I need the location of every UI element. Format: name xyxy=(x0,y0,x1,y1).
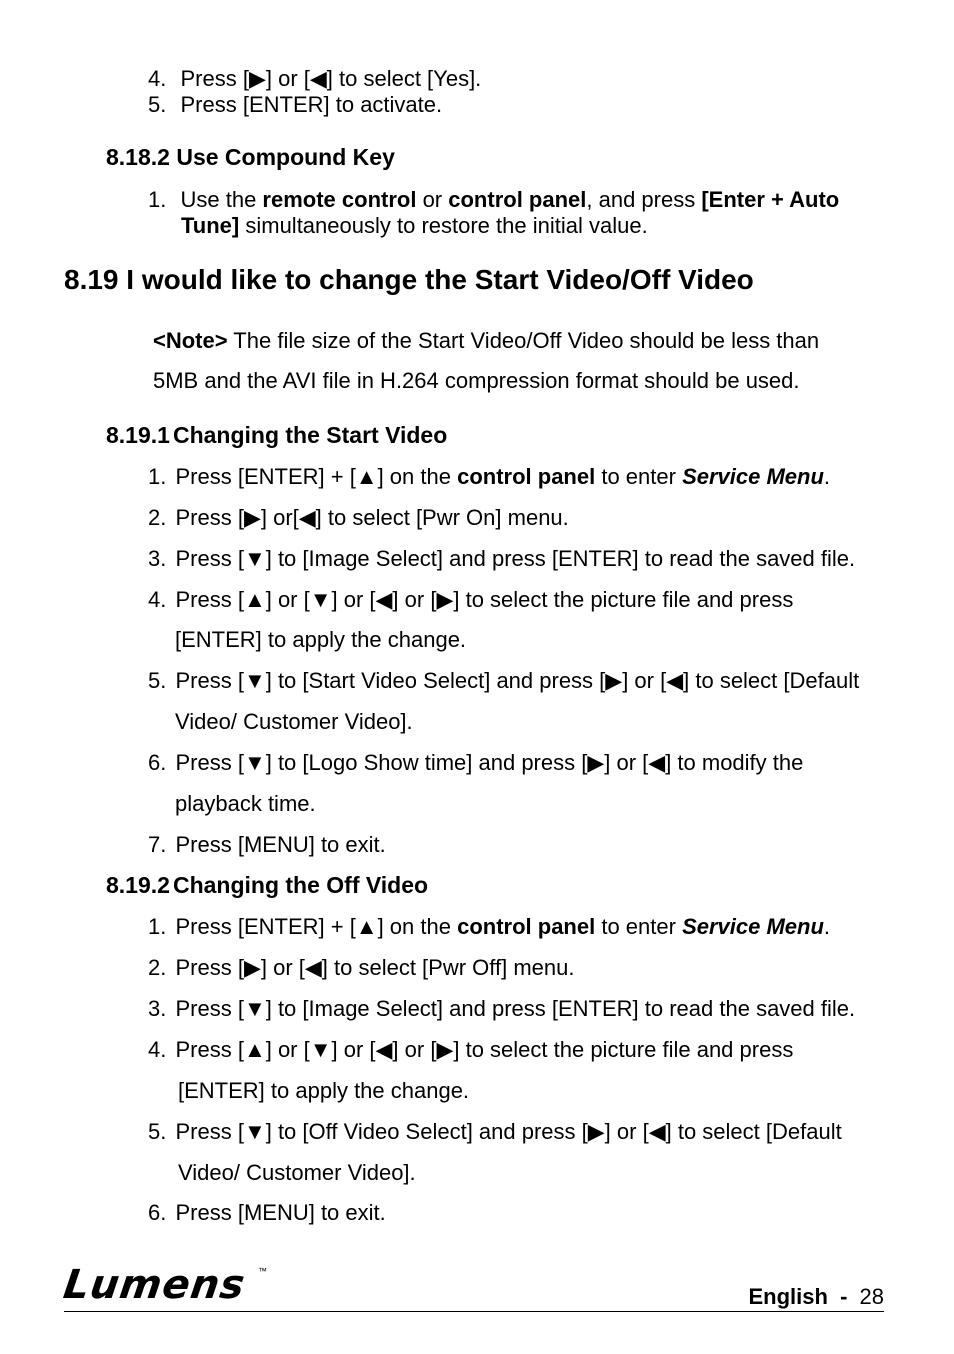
heading-text: Changing the Off Video xyxy=(172,872,429,898)
text: simultaneously to restore the initial value. xyxy=(239,213,648,238)
list-item xyxy=(148,505,569,531)
list-item xyxy=(148,587,793,613)
step-text: Press [▶] or[◀] to select [Pwr On] menu. xyxy=(175,505,569,530)
footer-language: English xyxy=(748,1284,828,1309)
list-item xyxy=(148,92,442,118)
text: , and press xyxy=(586,187,702,212)
step-number: 1. xyxy=(148,914,167,939)
lumens-logo: Lumens xyxy=(60,1262,249,1308)
text: Use the xyxy=(180,187,263,212)
heading-text: Changing the Start Video xyxy=(172,422,448,448)
list-item xyxy=(148,750,803,776)
list-item xyxy=(148,1037,793,1063)
list-item xyxy=(148,955,574,981)
step-text: Press [▼] to [Logo Show time] and press [▶] or [◀] to modify the xyxy=(175,750,804,775)
step-number: 4. xyxy=(148,1037,167,1062)
footer-separator: - xyxy=(840,1284,848,1309)
note-text: The file size of the Start Video/Off Video should be less than xyxy=(227,328,820,353)
section-heading-8-19-1 xyxy=(106,422,447,449)
list-item xyxy=(148,668,859,694)
step-number: 2. xyxy=(148,955,167,980)
step-text: Press [▼] to [Off Video Select] and press [▶] or [◀] to select [Default xyxy=(175,1119,842,1144)
text: . xyxy=(823,914,831,939)
step-number: 1. xyxy=(148,464,167,489)
step-number: 3. xyxy=(148,996,167,1021)
text: . xyxy=(823,464,831,489)
emphasis: control panel xyxy=(448,187,587,212)
list-item-continuation: [ENTER] to apply the change. xyxy=(178,1078,470,1103)
note-label: <Note> xyxy=(153,328,228,353)
text: Press [ENTER] + [▲] on the xyxy=(175,464,458,489)
page-footer-label xyxy=(748,1284,884,1310)
list-item xyxy=(148,546,855,572)
step-number: 1. xyxy=(148,187,167,212)
step-text: Press [ENTER] to activate. xyxy=(180,92,443,117)
step-number: 5. xyxy=(148,1119,167,1144)
step-text: Press [▼] to [Image Select] and press [ENTER] to read the saved file. xyxy=(175,996,856,1021)
list-item xyxy=(148,187,839,213)
text: to enter xyxy=(595,914,683,939)
list-item xyxy=(148,832,386,858)
list-item-continuation: [ENTER] to apply the change. xyxy=(175,627,467,652)
emphasis: Service Menu xyxy=(682,914,824,939)
text: Press [ENTER] + [▲] on the xyxy=(175,914,458,939)
step-number: 7. xyxy=(148,832,167,857)
step-number: 5. xyxy=(148,668,167,693)
step-text: Press [▶] or [◀] to select [Pwr Off] menu. xyxy=(175,955,575,980)
list-item-continuation: Video/ Customer Video]. xyxy=(175,709,413,734)
trademark-symbol: ™ xyxy=(258,1266,267,1276)
emphasis: [Enter + Auto xyxy=(701,187,840,212)
emphasis: remote control xyxy=(262,187,417,212)
note xyxy=(153,328,819,354)
step-text: Press [▼] to [Image Select] and press [ENTER] to read the saved file. xyxy=(175,546,856,571)
list-item xyxy=(148,1119,842,1145)
text: or xyxy=(416,187,449,212)
heading-number: 8.19.2 xyxy=(106,872,170,898)
step-number: 6. xyxy=(148,750,167,775)
step-text: Press [▲] or [▼] or [◀] or [▶] to select the picture file and press xyxy=(175,587,794,612)
step-number: 2. xyxy=(148,505,167,530)
list-item xyxy=(148,996,855,1022)
footer-divider xyxy=(64,1311,884,1312)
list-item-continuation: Video/ Customer Video]. xyxy=(178,1160,416,1185)
list-item xyxy=(148,66,481,92)
page-number: 28 xyxy=(859,1284,884,1309)
section-heading-8-18-2: 8.18.2 Use Compound Key xyxy=(106,144,395,170)
step-text: Press [▲] or [▼] or [◀] or [▶] to select the picture file and press xyxy=(175,1037,794,1062)
step-number: 6. xyxy=(148,1200,167,1225)
emphasis: Tune] xyxy=(181,213,240,238)
step-text: Press [MENU] to exit. xyxy=(175,1200,386,1225)
list-item xyxy=(148,464,830,490)
step-text: Press [▶] or [◀] to select [Yes]. xyxy=(180,66,482,91)
text: to enter xyxy=(595,464,683,489)
step-text: Press [▼] to [Start Video Select] and press [▶] or [◀] to select [Default xyxy=(175,668,860,693)
step-number: 4. xyxy=(148,587,167,612)
step-number: 4. xyxy=(148,66,167,91)
emphasis: control panel xyxy=(457,914,596,939)
emphasis: Service Menu xyxy=(682,464,824,489)
emphasis: control panel xyxy=(457,464,596,489)
list-item-continuation xyxy=(181,213,648,239)
list-item-continuation: playback time. xyxy=(175,791,316,816)
section-heading-8-19: 8.19 I would like to change the Start Video/Off Video xyxy=(64,264,754,295)
note-continuation: 5MB and the AVI file in H.264 compression format should be used. xyxy=(153,368,800,393)
step-number: 5. xyxy=(148,92,167,117)
section-heading-8-19-2 xyxy=(106,872,428,899)
step-text: Press [MENU] to exit. xyxy=(175,832,386,857)
list-item xyxy=(148,1200,386,1226)
heading-number: 8.19.1 xyxy=(106,422,170,448)
step-number: 3. xyxy=(148,546,167,571)
list-item xyxy=(148,914,830,940)
